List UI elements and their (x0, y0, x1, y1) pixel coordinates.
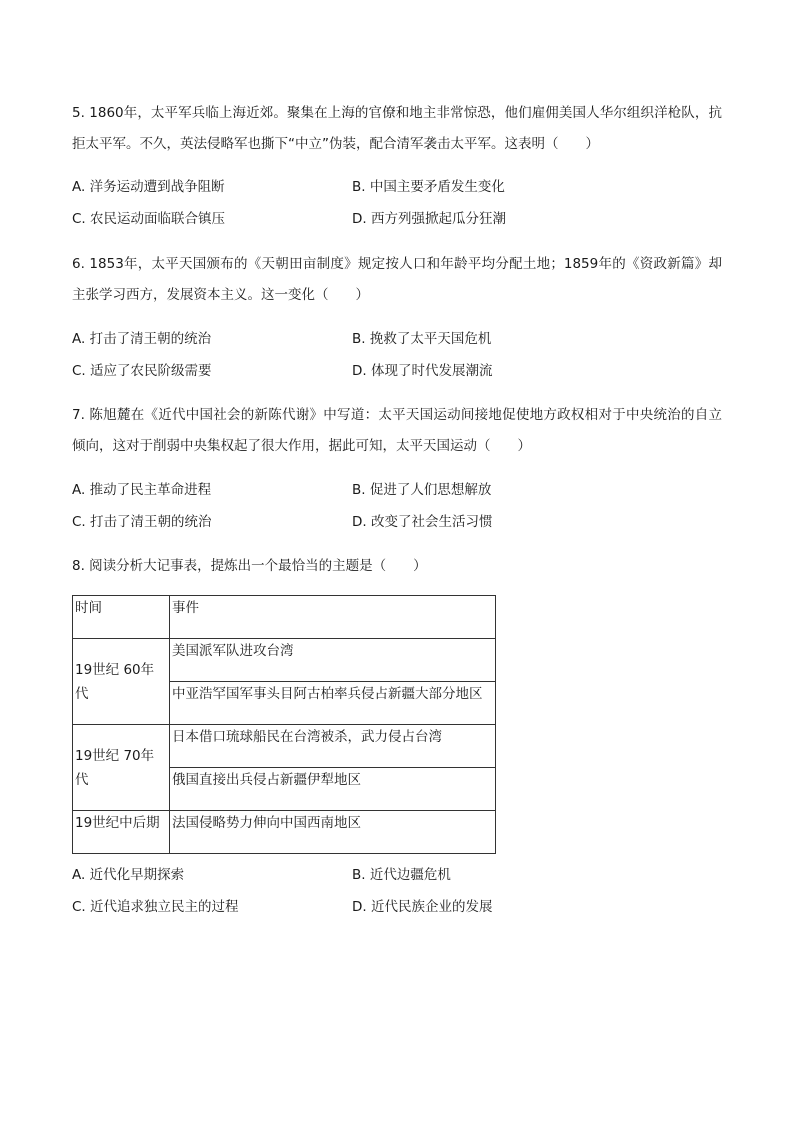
table-cell-event: 日本借口琉球船民在台湾被杀，武力侵占台湾 (170, 725, 496, 768)
table-cell-event: 俄国直接出兵侵占新疆伊犁地区 (170, 768, 496, 811)
table-header-row (73, 596, 496, 639)
table-header-time: 时间 (73, 596, 170, 639)
option-d: D. 近代民族企业的发展 (352, 899, 493, 915)
question-5-options (72, 171, 722, 235)
option-d: D. 西方列强掀起瓜分狂潮 (352, 211, 506, 227)
table-row (73, 725, 496, 768)
table-header-event: 事件 (170, 596, 496, 639)
question-5-stem: 5. 1860年，太平军兵临上海近郊。聚集在上海的官僚和地主非常惊恐，他们雇佣美国人华尔组织洋枪队，抗拒太平军。不久，英法侵略军也撕下“中立”伪装，配合清军袭击太平军。这表明（ ） (72, 105, 722, 152)
question-8 (72, 551, 722, 582)
question-7-stem: 7. 陈旭麓在《近代中国社会的新陈代谢》中写道：太平天国运动间接地促使地方政权相对于中央统治的自立倾向，这对于削弱中央集权起了很大作用，据此可知，太平天国运动（ ） (72, 407, 722, 454)
option-a: A. 洋务运动遭到战争阻断 (72, 179, 225, 195)
option-b: B. 近代边疆危机 (352, 867, 451, 883)
option-d: D. 改变了社会生活习惯 (352, 514, 493, 530)
option-a: A. 近代化早期探索 (72, 867, 185, 883)
option-b: B. 挽救了太平天国危机 (352, 331, 492, 347)
question-8-options (72, 859, 722, 923)
question-5 (72, 98, 722, 160)
option-c: C. 打击了清王朝的统治 (72, 514, 212, 530)
table-cell-time: 19世纪 60年代 (73, 639, 170, 725)
option-b: B. 促进了人们思想解放 (352, 482, 492, 498)
option-c: C. 近代追求独立民主的过程 (72, 899, 239, 915)
table-cell-event: 中亚浩罕国军事头目阿古柏率兵侵占新疆大部分地区 (170, 682, 496, 725)
table-cell-event: 美国派军队进攻台湾 (170, 639, 496, 682)
question-6 (72, 249, 722, 311)
table-cell-time: 19世纪 70年代 (73, 725, 170, 811)
option-d: D. 体现了时代发展潮流 (352, 363, 493, 379)
option-c: C. 适应了农民阶级需要 (72, 363, 212, 379)
question-6-options (72, 323, 722, 387)
option-c: C. 农民运动面临联合镇压 (72, 211, 226, 227)
option-a: A. 推动了民主革命进程 (72, 482, 212, 498)
table-row (73, 811, 496, 854)
question-6-stem: 6. 1853年，太平天国颁布的《天朝田亩制度》规定按人口和年龄平均分配土地；1859年的《资政新篇》却主张学习西方，发展资本主义。这一变化（ ） (72, 256, 722, 303)
question-7 (72, 400, 722, 462)
table-row (73, 639, 496, 682)
option-a: A. 打击了清王朝的统治 (72, 331, 212, 347)
option-b: B. 中国主要矛盾发生变化 (352, 179, 505, 195)
question-7-options (72, 474, 722, 538)
events-table (72, 595, 496, 854)
table-cell-event: 法国侵略势力伸向中国西南地区 (170, 811, 496, 854)
question-8-stem: 8. 阅读分析大记事表，提炼出一个最恰当的主题是（ ） (72, 558, 427, 574)
table-cell-time: 19世纪中后期 (73, 811, 170, 854)
